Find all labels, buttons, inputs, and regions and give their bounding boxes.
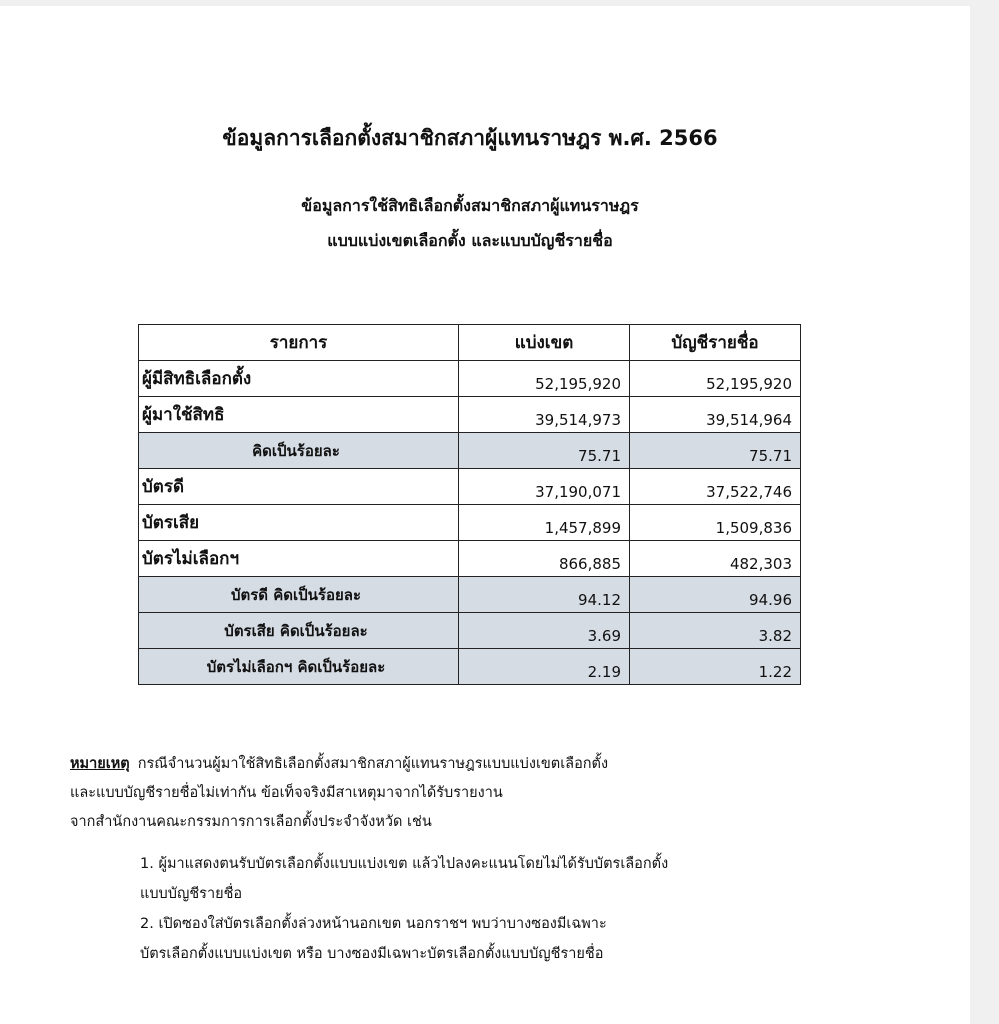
table-row [139, 577, 801, 613]
note-item-2-line-2: บัตรเลือกตั้งแบบแบ่งเขต หรือ บางซองมีเฉพาะบัตรเลือกตั้งแบบบัญชีรายชื่อ [140, 946, 604, 962]
district-value: 2.19 [459, 649, 630, 685]
election-data-table [138, 324, 801, 685]
row-label: บัตรดี คิดเป็นร้อยละ [139, 577, 459, 613]
district-value: 39,514,973 [459, 397, 630, 433]
table-row [139, 541, 801, 577]
header-party-list: บัญชีรายชื่อ [630, 325, 801, 361]
note-item-1-line-1: 1. ผู้มาแสดงตนรับบัตรเลือกตั้งแบบแบ่งเขต แล้วไปลงคะแนนโดยไม่ได้รับบัตรเลือกตั้ง [140, 856, 669, 872]
note-section [70, 750, 830, 837]
party-list-value: 37,522,746 [630, 469, 801, 505]
note-item-2-line-1: 2. เปิดซองใส่บัตรเลือกตั้งล่วงหน้านอกเขต นอกราชฯ พบว่าบางซองมีเฉพาะ [140, 916, 607, 932]
table-row [139, 613, 801, 649]
table-row [139, 505, 801, 541]
table-row [139, 361, 801, 397]
note-text-1: กรณีจำนวนผู้มาใช้สิทธิเลือกตั้งสมาชิกสภาผู้แทนราษฎรแบบแบ่งเขตเลือกตั้ง [137, 756, 609, 772]
page-title: ข้อมูลการเลือกตั้งสมาชิกสภาผู้แทนราษฎร พ.ศ. 2566 [222, 126, 718, 150]
subtitle-line-1: ข้อมูลการใช้สิทธิเลือกตั้งสมาชิกสภาผู้แทนราษฎร [301, 196, 639, 215]
note-items [140, 849, 860, 969]
row-label: บัตรไม่เลือกฯ [139, 541, 459, 577]
district-value: 3.69 [459, 613, 630, 649]
row-label: บัตรเสีย คิดเป็นร้อยละ [139, 613, 459, 649]
party-list-value: 52,195,920 [630, 361, 801, 397]
party-list-value: 94.96 [630, 577, 801, 613]
subtitle-line-2: แบบแบ่งเขตเลือกตั้ง และแบบบัญชีรายชื่อ [327, 231, 613, 250]
note-line-3: จากสำนักงานคณะกรรมการการเลือกตั้งประจำจังหวัด เช่น [70, 814, 432, 830]
district-value: 75.71 [459, 433, 630, 469]
row-label: ผู้มาใช้สิทธิ [139, 397, 459, 433]
row-label: บัตรเสีย [139, 505, 459, 541]
table-header-row [139, 325, 801, 361]
table-row [139, 397, 801, 433]
party-list-value: 3.82 [630, 613, 801, 649]
row-label: ผู้มีสิทธิเลือกตั้ง [139, 361, 459, 397]
district-value: 1,457,899 [459, 505, 630, 541]
district-value: 94.12 [459, 577, 630, 613]
district-value: 52,195,920 [459, 361, 630, 397]
table-row [139, 649, 801, 685]
district-value: 866,885 [459, 541, 630, 577]
table-row [139, 469, 801, 505]
row-label: คิดเป็นร้อยละ [139, 433, 459, 469]
note-heading: หมายเหตุ [70, 756, 130, 772]
note-item-1-line-2: แบบบัญชีรายชื่อ [140, 886, 243, 902]
party-list-value: 482,303 [630, 541, 801, 577]
document-page [0, 6, 970, 1024]
row-label: บัตรดี [139, 469, 459, 505]
party-list-value: 75.71 [630, 433, 801, 469]
table-row [139, 433, 801, 469]
district-value: 37,190,071 [459, 469, 630, 505]
party-list-value: 1,509,836 [630, 505, 801, 541]
note-line-2: และแบบบัญชีรายชื่อไม่เท่ากัน ข้อเท็จจริงมีสาเหตุมาจากได้รับรายงาน [70, 785, 503, 801]
party-list-value: 39,514,964 [630, 397, 801, 433]
note-line-1 [70, 750, 830, 779]
party-list-value: 1.22 [630, 649, 801, 685]
header-district: แบ่งเขต [459, 325, 630, 361]
row-label: บัตรไม่เลือกฯ คิดเป็นร้อยละ [139, 649, 459, 685]
header-item: รายการ [139, 325, 459, 361]
